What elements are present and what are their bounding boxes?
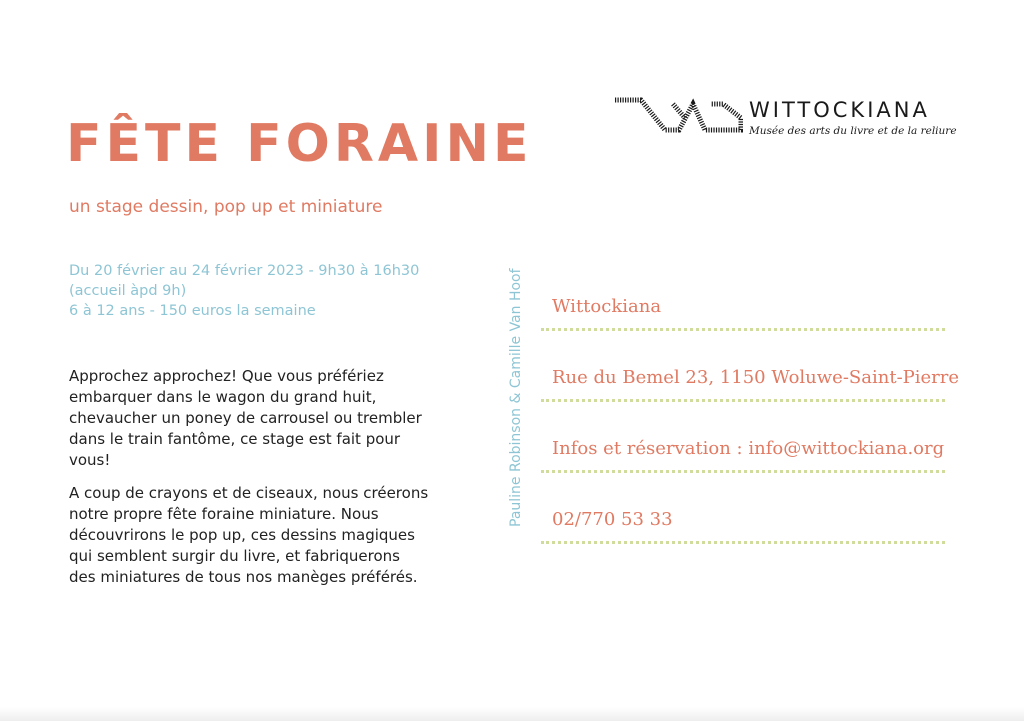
dotted-rule: [541, 470, 945, 473]
logo-mark-icon: [613, 94, 743, 138]
description-paragraph: A coup de crayons et de ciseaux, nous créerons notre propre fête foraine miniature. Nous découvrirons le pop up, ces dessins magiques qui semblent surgir du livre, et fabriquerons des miniatures de tous nos manèges préférés.: [69, 484, 429, 586]
address-line: [541, 361, 960, 432]
museum-name: Wittockiana: [552, 296, 662, 317]
wittockiana-logo: [613, 94, 957, 142]
age-price-line: 6 à 12 ans - 150 euros la semaine: [69, 303, 316, 319]
event-subtitle: un stage dessin, pop up et miniature: [69, 197, 383, 217]
address-line: [541, 432, 945, 503]
welcome-line: (accueil àpd 9h): [69, 283, 187, 299]
date-line: Du 20 février au 24 février 2023 - 9h30 à 16h30: [69, 263, 420, 279]
address-line: [541, 503, 945, 574]
address-block: [541, 290, 960, 574]
event-dates: [69, 261, 489, 321]
description: [69, 366, 429, 600]
phone-number: 02/770 53 33: [552, 509, 673, 530]
dotted-rule: [541, 328, 945, 331]
contact-email: Infos et réservation : info@wittockiana.org: [552, 438, 945, 459]
logo-name: WITTOCKIANA: [749, 98, 930, 122]
dotted-rule: [541, 541, 945, 544]
artists-credit: Pauline Robinson & Camille Van Hoof: [508, 268, 524, 527]
street-address: Rue du Bemel 23, 1150 Woluwe-Saint-Pierre: [552, 367, 960, 388]
address-line: [541, 290, 945, 361]
description-paragraph: Approchez approchez! Que vous préfériez embarquer dans le wagon du grand huit, chevaucher un poney de carrousel ou trembler dans le train fantôme, ce stage est fait pour vous!: [69, 367, 422, 469]
logo-tagline: Musée des arts du livre et de la reliure: [749, 125, 957, 137]
event-title: FÊTE FORAINE: [66, 114, 533, 174]
bottom-edge-shadow: [0, 707, 1024, 721]
dotted-rule: [541, 399, 945, 402]
